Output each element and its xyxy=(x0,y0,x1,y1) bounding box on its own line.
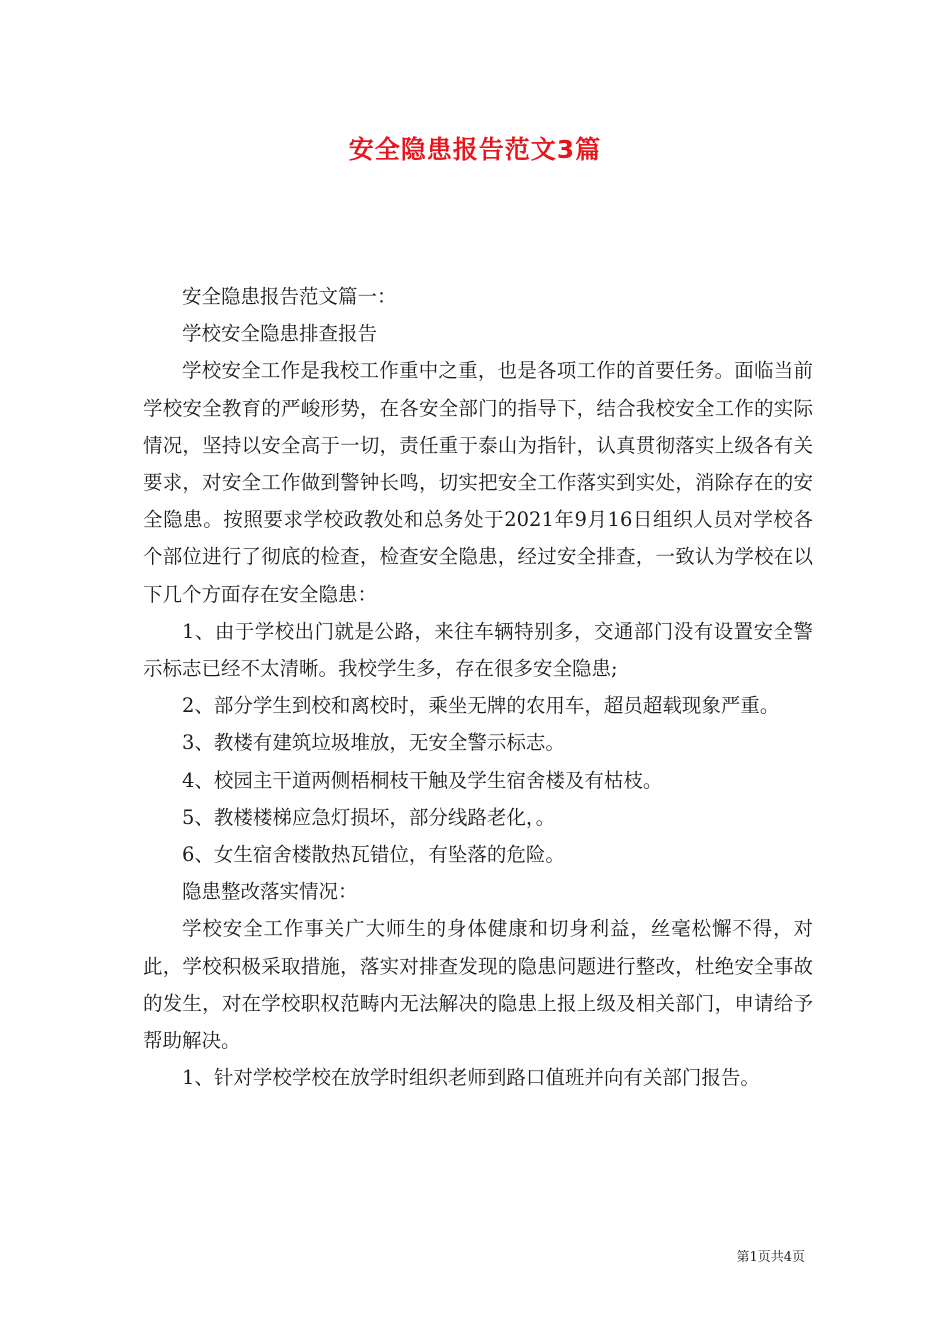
paragraph: 1、针对学校学校在放学时组织老师到路口值班并向有关部门报告。 xyxy=(182,1066,760,1090)
paragraph: 4、校园主干道两侧梧桐枝干触及学生宿舍楼及有枯枝。 xyxy=(182,768,663,792)
paragraph: 5、教楼楼梯应急灯损坏，部分线路老化，。 xyxy=(182,805,556,829)
paragraph: 学校安全工作事关广大师生的身体健康和切身利益，丝毫松懈不得，对此，学校积极采取措施，落实对排查发现的隐患问题进行整改，杜绝安全事故的发生，对在学校职权范畴内无法解决的隐患上报上级及相关部门，申请给予帮助解决。 xyxy=(143,917,813,1053)
paragraph: 隐患整改落实情况： xyxy=(182,880,358,904)
paragraph: 3、教楼有建筑垃圾堆放，无安全警示标志。 xyxy=(182,731,565,755)
page-number: 第1页共4页 xyxy=(736,1250,805,1265)
paragraph: 6、女生宿舍楼散热瓦错位，有坠落的危险。 xyxy=(182,843,565,867)
paragraph: 学校安全工作是我校工作重中之重，也是各项工作的首要任务。面临当前学校安全教育的严峻形势，在各安全部门的指导下，结合我校安全工作的实际情况，坚持以安全高于一切，责任重于泰山为指针，认真贯彻落实上级各有关要求，对安全工作做到警钟长鸣，切实把安全工作落实到实处，消除存在的安全隐患。按照要求学校政教处和总务处于2021年9月16日组织人员对学校各个部位进行了彻底的检查，检查安全隐患，经过安全排查，一致认为学校在以下几个方面存在安全隐患： xyxy=(143,359,813,606)
paragraph: 学校安全隐患排查报告 xyxy=(182,322,378,346)
paragraph: 2、部分学生到校和离校时，乘坐无牌的农用车，超员超载现象严重。 xyxy=(182,694,780,718)
paragraph: 1、由于学校出门就是公路，来往车辆特别多，交通部门没有设置安全警示标志已经不太清晰。我校学生多，存在很多安全隐患; xyxy=(143,619,813,681)
document-body xyxy=(143,278,813,1096)
document-title: 安全隐患报告范文3篇 xyxy=(348,135,602,164)
paragraph: 安全隐患报告范文篇一： xyxy=(182,285,397,308)
